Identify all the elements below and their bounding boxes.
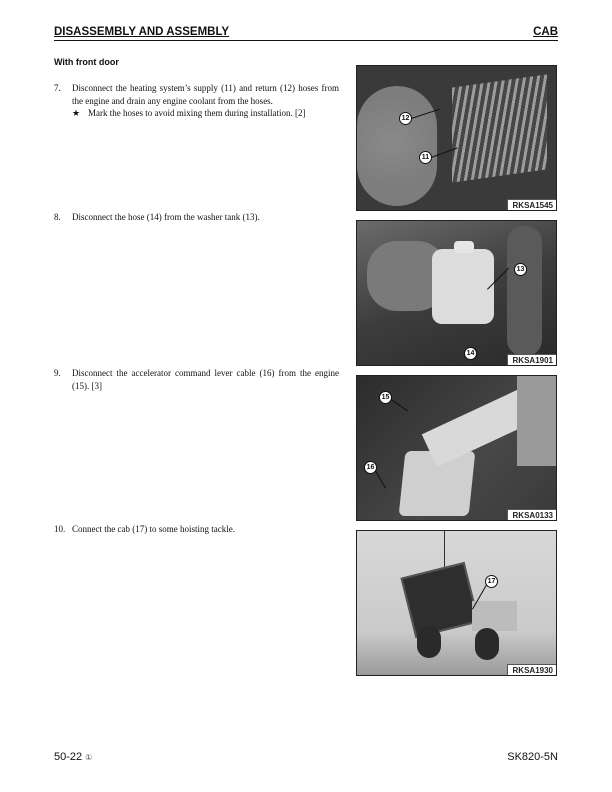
washer-tank-shape <box>432 249 494 324</box>
callout-11: 11 <box>419 151 432 164</box>
step-text: Disconnect the accelerator command lever cable (16) from the engine (15). [3] <box>72 368 339 391</box>
radiator-grille-shape <box>452 74 547 182</box>
callout-12: 12 <box>399 112 412 125</box>
step-note <box>72 107 339 120</box>
step-number: 9. <box>54 368 61 378</box>
wheel <box>417 626 441 658</box>
step-9 <box>54 367 339 392</box>
hoist-chain <box>444 531 445 571</box>
figure-code: RKSA1545 <box>507 199 556 210</box>
figure-washer-tank <box>356 220 557 366</box>
figure-code: RKSA1930 <box>507 664 556 675</box>
figure-code: RKSA1901 <box>507 354 556 365</box>
step-text: Disconnect the hose (14) from the washer tank (13). <box>72 212 260 222</box>
figure-code: RKSA0133 <box>507 509 556 520</box>
callout-14: 14 <box>464 347 477 360</box>
step-text: Disconnect the heating system’s supply (11) and return (12) hoses from the engine and drain any engine coolant from the hoses. <box>72 83 339 106</box>
chapter-title: CAB <box>533 26 558 38</box>
step-10 <box>54 523 339 536</box>
loader-body-shape <box>472 601 517 631</box>
step-number: 10. <box>54 524 66 534</box>
step-8 <box>54 211 339 224</box>
step-text: Connect the cab (17) to some hoisting tackle. <box>72 524 235 534</box>
callout-17: 17 <box>485 575 498 588</box>
step-number: 8. <box>54 212 61 222</box>
step-7 <box>54 82 339 120</box>
figure-heater-hoses <box>356 65 557 211</box>
subsection-title: With front door <box>54 57 119 67</box>
figure-accelerator-cable <box>356 375 557 521</box>
step-number: 7. <box>54 83 61 93</box>
callout-15: 15 <box>379 391 392 404</box>
figure-cab-hoisting <box>356 530 557 676</box>
section-title: DISASSEMBLY AND ASSEMBLY <box>54 26 230 38</box>
page-number: 50-22 ① <box>54 751 93 763</box>
callout-13: 13 <box>514 263 527 276</box>
callout-16: 16 <box>364 461 377 474</box>
air-filter-shape <box>357 86 437 206</box>
page-header <box>54 26 558 41</box>
note-text: Mark the hoses to avoid mixing them during installation. [2] <box>88 108 306 119</box>
revision-mark: ① <box>85 753 93 762</box>
cab-shape <box>400 562 479 638</box>
wheel <box>475 628 499 660</box>
model-number: SK820-5N <box>507 751 558 763</box>
star-icon: ★ <box>72 108 81 119</box>
